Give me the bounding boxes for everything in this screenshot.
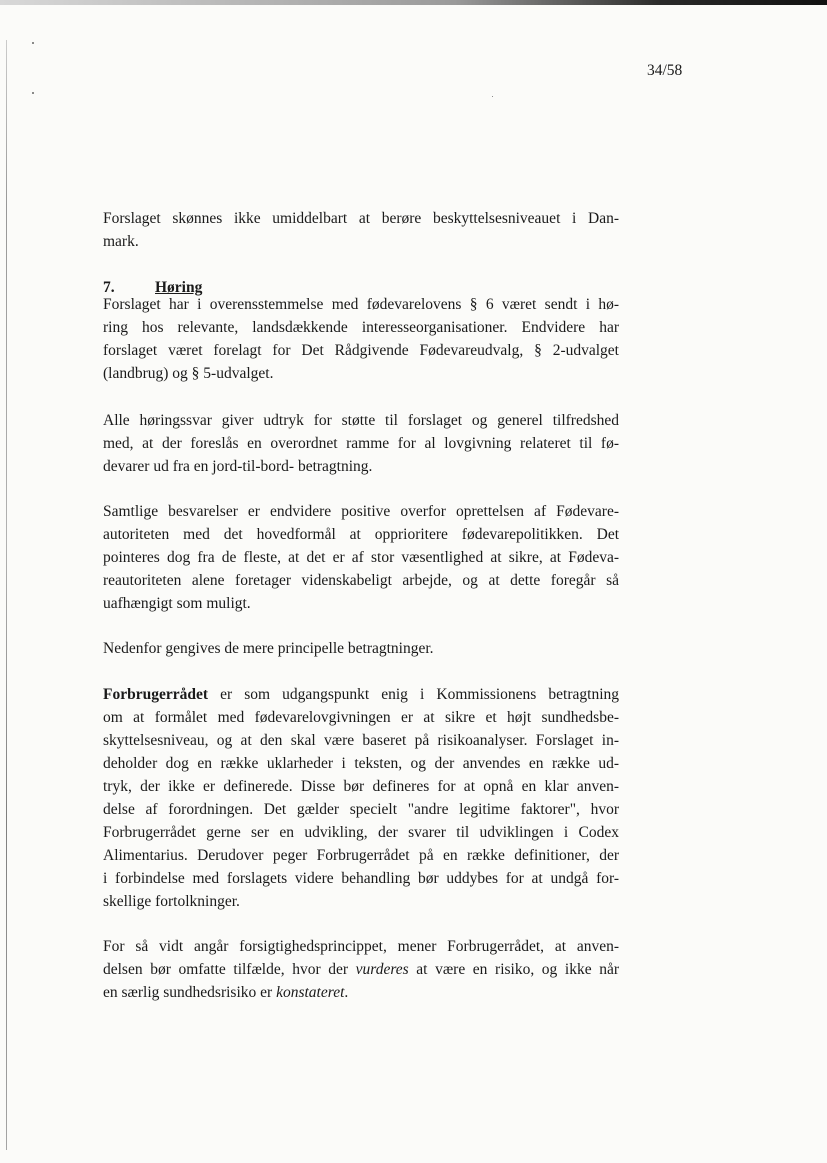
text-line: med, at der foreslås en overordnet ramme for al lovgivning relateret til fø- [103,435,619,452]
text-line: pointeres dog fra de fleste, at det er af stor væsentlighed at sikre, at Fødeva- [103,549,619,566]
paragraph-authority [103,500,619,615]
paragraph-hoering [103,293,619,385]
text-line [103,981,619,1004]
text-line: skyttelsesniveau, og at den skal være baseret på risikoanalyser. Forslaget in- [103,732,619,749]
text-line: uafhængigt som muligt. [103,595,251,612]
paragraph-precaution [103,935,619,1004]
text-line: Forslaget skønnes ikke umiddelbart at berøre beskyttelsesniveauet i Dan- [103,210,619,227]
text-line: om at formålet med fødevarelovgivningen er at sikre et højt sundhedsbe- [103,709,619,726]
text-line: For så vidt angår forsigtighedsprincippet, mener Forbrugerrådet, at anven- [103,938,619,955]
text-line [103,958,619,981]
organisation-name: Forbrugerrådet [103,686,209,703]
scan-top-edge [0,0,827,5]
text-line: Nedenfor gengives de mere principelle betragtninger. [103,640,434,657]
text-fragment: en særlig sundhedsrisiko er [103,984,277,1001]
scan-speck [492,96,493,97]
text-line: deholder dog en række uklarheder i teksten, og der anvendes en række ud- [103,755,619,772]
text-line: (landbrug) og § 5-udvalget. [103,365,274,382]
text-fragment: delsen bør omfatte tilfælde, hvor der [103,961,356,978]
paragraph-intro-remarks [103,637,619,660]
page-number: 34/58 [647,62,683,79]
intro-paragraph [103,207,619,253]
text-fragment: er som udgangspunkt enig i Kommissionens betragtning [208,686,619,703]
scan-left-edge [6,40,7,1150]
text-line: Samtlige besvarelser er endvidere positive overfor oprettelsen af Fødevare- [103,503,619,520]
paragraph-support [103,409,619,478]
text-line: ring hos relevante, landsdækkende interesseorganisationer. Endvidere har [103,319,619,336]
section-title: Høring [155,279,203,296]
emphasis-text: konstateret [276,984,345,1001]
text-line: autoriteten med det hovedformål at opprioritere fødevarepolitikken. Det [103,526,619,543]
text-line: mark. [103,233,139,250]
text-line: devarer ud fra en jord-til-bord- betragtning. [103,458,373,475]
text-line [103,683,619,706]
text-line: tryk, der ikke er definerede. Disse bør defineres for at opnå en klar anven- [103,778,619,795]
section-number: 7. [103,279,115,296]
scan-speck [32,92,34,94]
text-line: forslaget været forelagt for Det Rådgivende Fødevareudvalg, § 2-udvalget [103,342,619,359]
scan-speck [32,42,34,44]
text-line: i forbindelse med forslagets videre behandling bør uddybes for at undgå for- [103,870,619,887]
text-line: skellige fortolkninger. [103,893,240,910]
emphasis-text: vurderes [355,961,409,978]
text-fragment: . [344,984,349,1001]
text-line: Forbrugerrådet gerne ser en udvikling, der svarer til udviklingen i Codex [103,824,619,841]
text-line: Forslaget har i overensstemmelse med fødevarelovens § 6 været sendt i hø- [103,296,619,313]
text-line: reautoriteten alene foretager videnskabeligt arbejde, og at dette foregår så [103,572,619,589]
text-line: delse af forordningen. Det gælder specielt "andre legitime faktorer", hvor [103,801,619,818]
text-fragment: at være en risiko, og ikke når [408,961,619,978]
text-line: Alimentarius. Derudover peger Forbrugerrådet på en række definitioner, der [103,847,619,864]
paragraph-forbrugerraadet [103,683,619,913]
text-line: Alle høringssvar giver udtryk for støtte til forslaget og generel tilfredshed [103,412,619,429]
